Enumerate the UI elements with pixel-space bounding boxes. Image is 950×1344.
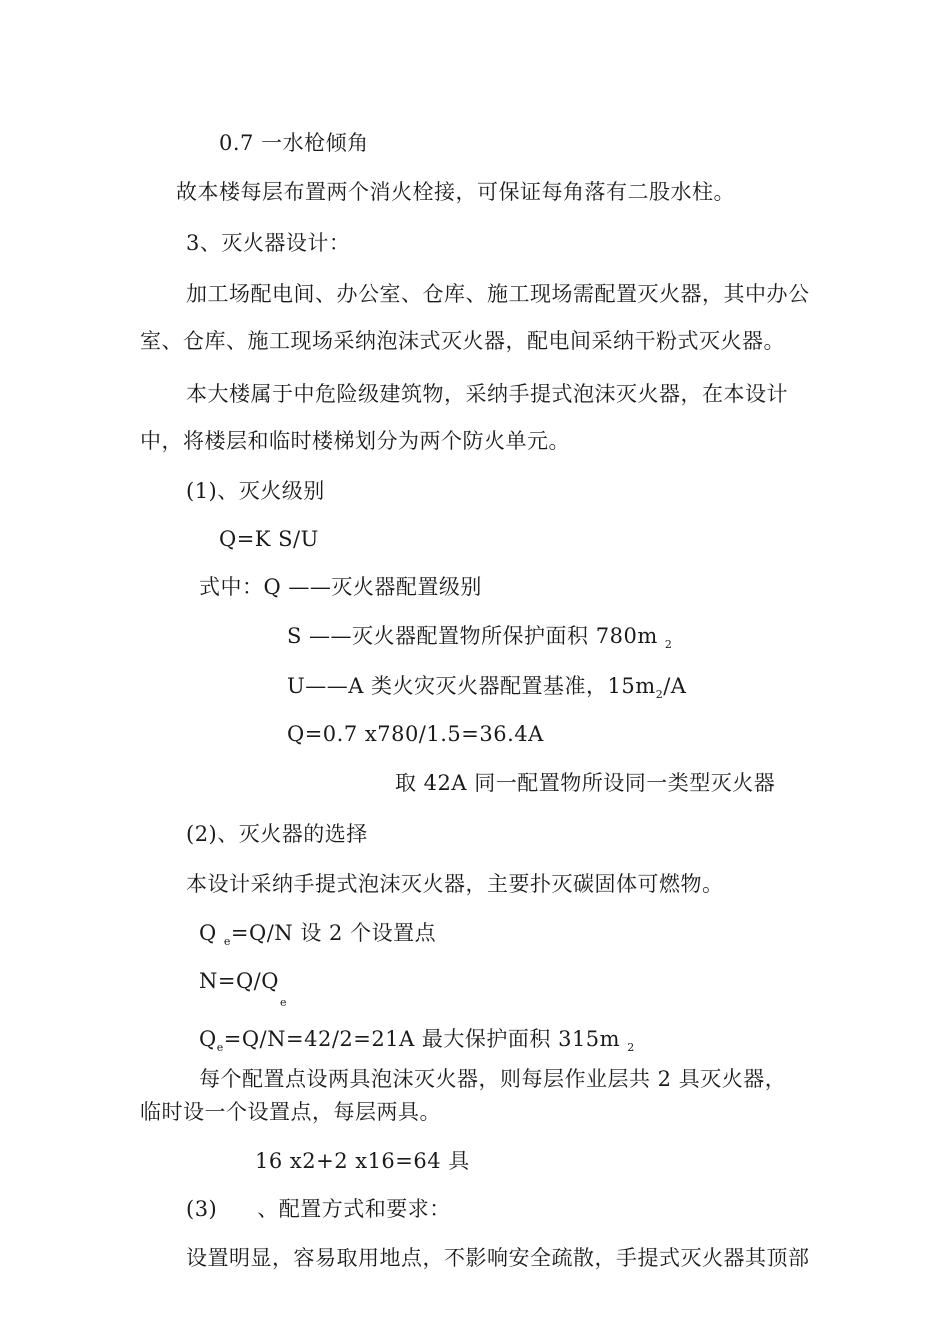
text-line: 室、仓库、施工现场采纳泡沫式灭火器，配电间采纳干粉式灭火器。 bbox=[140, 329, 785, 353]
subscript: e bbox=[223, 935, 231, 948]
superscript: 2 bbox=[627, 1041, 635, 1054]
text-segment: /A bbox=[663, 674, 687, 698]
text-line: 式中：Q ——灭火器配置级别 bbox=[199, 575, 482, 599]
formula: 16 x2+2 x16=64 具 bbox=[255, 1149, 470, 1173]
formula bbox=[199, 920, 436, 950]
text-line: 本大楼属于中危险级建筑物，采纳手提式泡沫灭火器，在本设计 bbox=[186, 382, 788, 406]
formula: N=Q/Q bbox=[199, 969, 279, 993]
text-line: 每个配置点设两具泡沫灭火器，则每层作业层共 2 具灭火器， bbox=[199, 1067, 787, 1091]
text-line: 中，将楼层和临时楼梯划分为两个防火单元。 bbox=[140, 429, 570, 453]
text-segment: =Q/N 设 2 个设置点 bbox=[230, 921, 437, 945]
text-line bbox=[287, 673, 686, 703]
subscript: e bbox=[216, 1041, 224, 1054]
formula: Q=0.7 x780/1.5=36.4A bbox=[287, 722, 544, 746]
text-line: 本设计采纳手提式泡沫灭火器，主要扑灭碳固体可燃物。 bbox=[186, 872, 724, 896]
subscript: e bbox=[280, 996, 288, 1009]
formula bbox=[199, 1026, 635, 1056]
text-segment: U——A 类火灾灭火器配置基准，15m bbox=[287, 674, 656, 698]
superscript: 2 bbox=[664, 638, 673, 651]
text-line: 设置明显，容易取用地点，不影响安全疏散，手提式灭火器其顶部 bbox=[186, 1246, 810, 1270]
formula: Q=K S/U bbox=[219, 527, 319, 551]
text-segment: Q bbox=[199, 1027, 217, 1051]
text-line: 取 42A 同一配置物所设同一类型灭火器 bbox=[395, 771, 776, 795]
text-line bbox=[287, 623, 672, 653]
text-segment: (3) bbox=[186, 1197, 218, 1221]
text-line: 加工场配电间、办公室、仓库、施工现场需配置灭火器，其中办公 bbox=[186, 282, 810, 306]
text-segment: 、配置方式和要求： bbox=[257, 1197, 451, 1221]
text-line: 故本楼每层布置两个消火栓接，可保证每角落有二股水柱。 bbox=[176, 180, 735, 204]
text-line: 临时设一个设置点，每层两具。 bbox=[140, 1100, 441, 1124]
subsection-heading bbox=[186, 1196, 451, 1222]
text-segment: Q bbox=[199, 921, 217, 945]
subsection-heading: (1)、灭火级别 bbox=[186, 479, 325, 503]
text-line: 0.7 一水枪倾角 bbox=[219, 131, 369, 155]
text-segment: =Q/N=42/2=21A 最大保护面积 315m bbox=[223, 1027, 621, 1051]
text-segment: S ——灭火器配置物所保护面积 780m bbox=[287, 624, 658, 648]
subsection-heading: (2)、灭火器的选择 bbox=[186, 822, 368, 846]
section-heading: 3、灭火器设计： bbox=[186, 231, 351, 255]
superscript: 2 bbox=[655, 688, 664, 701]
